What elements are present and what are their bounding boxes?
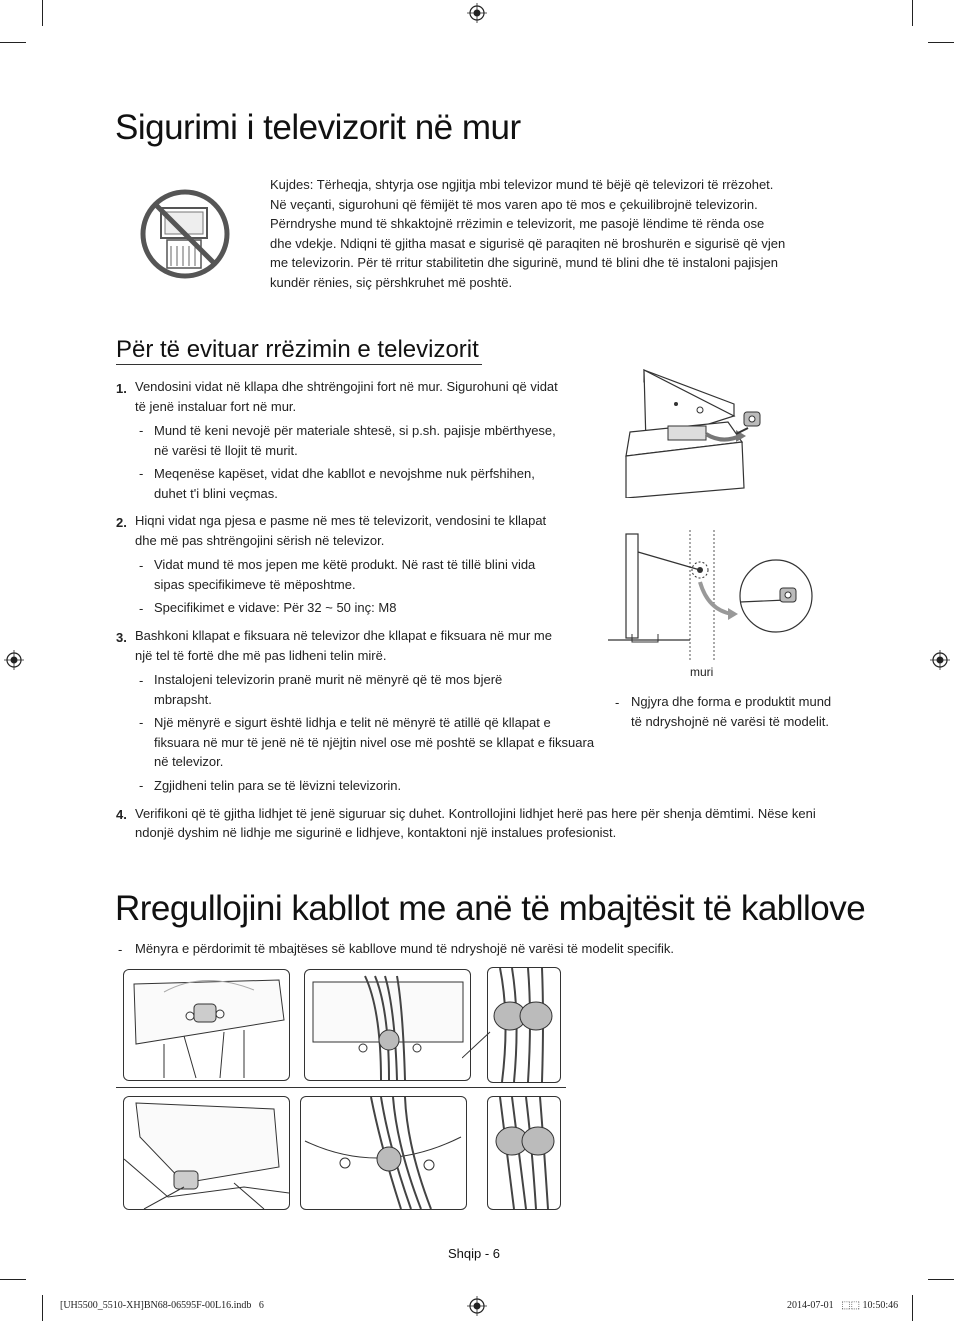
- bullet-dash: -: [139, 423, 144, 438]
- wall-label: muri: [690, 665, 714, 679]
- bullet-dash: -: [139, 601, 144, 616]
- caution-line: Përndryshe mund të shkaktojnë rrëzimin e televizorit, me pasojë lëndime të rënda ose: [270, 216, 765, 231]
- section-subtitle: Për të evituar rrëzimin e televizorit: [116, 336, 479, 363]
- cable-holder-illustration: [123, 969, 290, 1081]
- sub-note: Specifikimet e vidave: Për 32 ~ 50 inç: M8: [154, 600, 397, 615]
- bullet-dash: -: [139, 466, 144, 481]
- no-climbing-warning-icon: [137, 186, 233, 282]
- bullet-dash: -: [139, 673, 144, 688]
- crop-mark: [928, 42, 954, 43]
- crop-mark: [912, 1295, 913, 1321]
- sub-note: fiksuara në mur të jenë në të njëjtin nivel ose më poshtë se kllapat e fiksuara: [154, 735, 595, 750]
- step-text: dhe më pas shtrëngojini sërish në televizor.: [135, 533, 385, 548]
- sub-note: Meqenëse kapëset, vidat dhe kabllot e nevojshme nuk përfshihen,: [154, 466, 535, 481]
- step-number: 1.: [116, 381, 127, 396]
- sub-note: sipas specifikimeve të mëposhtme.: [154, 577, 356, 592]
- cable-holder-closeup-illustration: [487, 1096, 561, 1210]
- sub-note: Instalojeni televizorin pranë murit në mënyrë që të mos bjerë: [154, 672, 503, 687]
- tv-bracket-illustration: [610, 366, 770, 498]
- sub-note: duhet t'i blini veçmas.: [154, 486, 278, 501]
- step-text: Verifikoni që të gjitha lidhjet të jenë siguruar siç duhet. Kontrollojini lidhjet herë pas here për shenja dëmtimi. Nëse keni: [135, 806, 816, 821]
- caution-line: kundër rënies, siç përshkruhet më poshtë.: [270, 274, 513, 290]
- caution-line: me televizorin. Për të rritur stabilitetin dhe sigurinë, mund të blini dhe të instaloni pajisjen: [270, 255, 778, 270]
- registration-mark-icon: [467, 3, 487, 23]
- step-number: 4.: [116, 807, 127, 822]
- sub-note: Zgjidheni telin para se të lëvizni televizorin.: [154, 778, 402, 793]
- page-title: Sigurimi i televizorit në mur: [115, 108, 521, 147]
- crop-mark: [0, 42, 26, 43]
- sub-note: në varësi të llojit të murit.: [154, 443, 298, 458]
- crop-mark: [912, 0, 913, 26]
- cable-holder-illustration: [123, 1096, 290, 1210]
- step-number: 2.: [116, 515, 127, 530]
- caution-text: [270, 175, 830, 292]
- step-text: një tel të fortë dhe më pas lidheni telin mirë.: [135, 648, 387, 663]
- crop-mark: [928, 1279, 954, 1280]
- side-note: të ndryshojnë në varësi të modelit.: [631, 714, 829, 729]
- sub-note: Vidat mund të mos jepen me këtë produkt. Në rast të tillë blini vida: [154, 557, 536, 572]
- cable-holder-illustration: [300, 1096, 467, 1210]
- bullet-dash: -: [139, 558, 144, 573]
- step-text: Bashkoni kllapat e fiksuara në televizor dhe kllapat e fiksuara në mur me: [135, 628, 552, 643]
- section-title: Rregullojini kabllot me anë të mbajtësit të kabllove: [115, 889, 866, 928]
- caution-line: Në veçanti, sigurohuni që fëmijët të mos varen apo të mos e çekuilibrojnë televizorin.: [270, 196, 758, 212]
- subtitle-rule: [116, 364, 482, 365]
- crop-mark: [0, 1279, 26, 1280]
- sub-note: në televizor.: [154, 754, 224, 769]
- registration-mark-icon: [930, 650, 950, 670]
- side-note: Ngjyra dhe forma e produktit mund: [631, 694, 832, 709]
- page-number: Shqip - 6: [448, 1246, 501, 1261]
- registration-mark-icon: [4, 650, 24, 670]
- caution-line: Kujdes: Tërheqja, shtyrja ose ngjitja mbi televizor mund të bëjë që televizori të rrëzohet.: [270, 177, 774, 192]
- section-note: Mënyra e përdorimit të mbajtëses së kabllove mund të ndryshojë në varësi të modelit specifik.: [135, 941, 675, 956]
- sub-note: Mund të keni nevojë për materiale shtesë, si p.sh. pajisje mbërthyese,: [154, 423, 556, 438]
- step-text: Hiqni vidat nga pjesa e pasme në mes të televizorit, vendosini te kllapat: [135, 513, 547, 528]
- print-file-info: [UH5500_5510-XH]BN68-06595F-00L16.indb 6: [60, 1300, 264, 1311]
- cable-holder-closeup-illustration: [487, 967, 561, 1083]
- bullet-dash: -: [118, 942, 123, 957]
- sub-note: mbrapsht.: [154, 692, 212, 707]
- wall-anchor-side-illustration: [608, 530, 814, 668]
- step-text: ndonjë dyshim në lidhje me sigurinë e lidhjeve, kontaktoni një instalues profesionist.: [135, 825, 617, 840]
- registration-mark-icon: [467, 1296, 487, 1316]
- bullet-dash: -: [139, 778, 144, 793]
- print-date-info: 2014-07-01 ⬚⬚ 10:50:46: [787, 1300, 899, 1311]
- illustration-separator: [116, 1087, 566, 1088]
- step-text: Vendosini vidat në kllapa dhe shtrëngojini fort në mur. Sigurohuni që vidat: [135, 379, 558, 394]
- step-number: 3.: [116, 630, 127, 645]
- bullet-dash: -: [615, 695, 620, 710]
- sub-note: Një mënyrë e sigurt është lidhja e telit në mënyrë të atillë që kllapat e: [154, 715, 551, 730]
- cable-holder-illustration: [304, 969, 471, 1081]
- callout-line: [462, 1030, 492, 1060]
- step-text: të jenë instaluar fort në mur.: [135, 399, 297, 414]
- bullet-dash: -: [139, 715, 144, 730]
- crop-mark: [42, 0, 43, 26]
- crop-mark: [42, 1295, 43, 1321]
- caution-line: dhe vdekje. Ndiqni të gjitha masat e sigurisë që paraqiten në broshurën e sigurisë që vjen: [270, 235, 786, 251]
